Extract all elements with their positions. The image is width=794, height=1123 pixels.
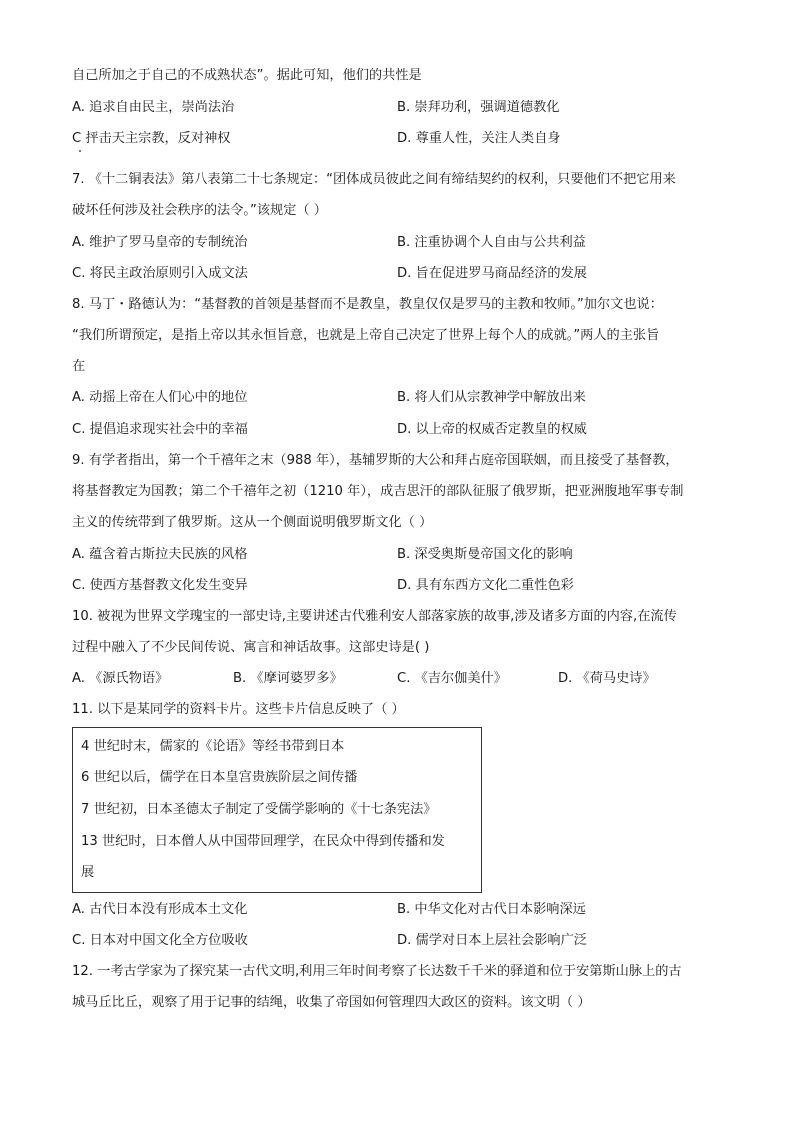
question-stem-line: 在 xyxy=(72,359,86,374)
option-d[interactable]: D. 儒学对日本上层社会影响广泛 xyxy=(397,933,587,948)
option-a[interactable]: A. 动摇上帝在人们心中的地位 xyxy=(72,390,248,405)
option-c[interactable]: C. 使西方基督教文化发生变异 xyxy=(72,578,248,593)
question-stem-line: 7. 《十二铜表法》第八表第二十七条规定：“团体成员彼此之间有缔结契约的权利，只要他们不把它用来 xyxy=(72,172,676,187)
info-card xyxy=(72,727,482,893)
option-a[interactable]: A. 古代日本没有形成本土文化 xyxy=(72,902,248,917)
question-stem-line: 城马丘比丘，观察了用于记事的结绳，收集了帝国如何管理四大政区的资料。该文明（ ） xyxy=(72,995,591,1010)
option-c[interactable]: C 抨击天主宗教，反对神权 xyxy=(72,131,231,146)
stray-mark xyxy=(79,150,81,152)
option-b[interactable]: B. 中华文化对古代日本影响深远 xyxy=(397,902,586,917)
card-line: 6 世纪以后，儒学在日本皇宫贵族阶层之间传播 xyxy=(81,770,358,785)
option-a[interactable]: A. 维护了罗马皇帝的专制统治 xyxy=(72,235,248,250)
option-d[interactable]: D. 以上帝的权威否定教皇的权威 xyxy=(397,422,587,437)
option-a[interactable]: A. 追求自由民主，崇尚法治 xyxy=(72,100,235,115)
question-stem-line: 8. 马丁・路德认为：“基督教的首领是基督而不是教皇，教皇仅仅是罗马的主教和牧师。”加尔文也说： xyxy=(72,297,663,312)
question-stem-line: 9. 有学者指出，第一个千禧年之末（988 年），基辅罗斯的大公和拜占庭帝国联姻，而且接受了基督教， xyxy=(72,453,679,468)
question-stem-line: 自己所加之于自己的不成熟状态”。据此可知，他们的共性是 xyxy=(72,68,422,83)
question-stem-line: 破坏任何涉及社会秩序的法令。”该规定（ ） xyxy=(72,203,327,218)
option-c[interactable]: C. 提倡追求现实社会中的幸福 xyxy=(72,422,248,437)
option-b[interactable]: B. 《摩诃婆罗多》 xyxy=(233,671,343,686)
option-a[interactable]: A. 《源氏物语》 xyxy=(72,671,169,686)
option-b[interactable]: B. 注重协调个人自由与公共利益 xyxy=(397,235,586,250)
option-a[interactable]: A. 蕴含着古斯拉夫民族的风格 xyxy=(72,547,248,562)
question-stem-line: 10. 被视为世界文学瑰宝的一部史诗,主要讲述古代雅利安人部落家族的故事,涉及诸多方面的内容,在流传 xyxy=(72,609,677,624)
question-stem-line: 将基督教定为国教；第二个千禧年之初（1210 年），成吉思汗的部队征服了俄罗斯，把亚洲腹地军事专制 xyxy=(72,484,684,499)
option-b[interactable]: B. 深受奥斯曼帝国文化的影响 xyxy=(397,547,573,562)
question-stem-line: 过程中融入了不少民间传说、寓言和神话故事。这部史诗是( ) xyxy=(72,640,430,655)
option-d[interactable]: D. 具有东西方文化二重性色彩 xyxy=(397,578,574,593)
option-d[interactable]: D. 旨在促进罗马商品经济的发展 xyxy=(397,266,587,281)
question-stem-line: 11. 以下是某同学的资料卡片。这些卡片信息反映了（ ） xyxy=(72,702,405,717)
option-c[interactable]: C. 日本对中国文化全方位吸收 xyxy=(72,933,248,948)
option-b[interactable]: B. 崇拜功利，强调道德教化 xyxy=(397,100,560,115)
option-b[interactable]: B. 将人们从宗教神学中解放出来 xyxy=(397,390,586,405)
card-line: 展 xyxy=(81,865,95,880)
card-line: 4 世纪时末，儒家的《论语》等经书带到日本 xyxy=(81,739,345,754)
option-d[interactable]: D. 尊重人性，关注人类自身 xyxy=(397,131,561,146)
option-d[interactable]: D. 《荷马史诗》 xyxy=(558,671,656,686)
question-stem-line: “我们所谓预定，是指上帝以其永恒旨意，也就是上帝自己决定了世界上每个人的成就。”两人的主张旨 xyxy=(72,328,660,343)
question-stem-line: 主义的传统带到了俄罗斯。这从一个侧面说明俄罗斯文化（ ） xyxy=(72,515,433,530)
card-line: 7 世纪初，日本圣德太子制定了受儒学影响的《十七条宪法》 xyxy=(81,802,437,817)
option-c[interactable]: C. 将民主政治原则引入成文法 xyxy=(72,266,248,281)
card-line: 13 世纪时，日本僧人从中国带回理学，在民众中得到传播和发 xyxy=(81,834,445,849)
question-stem-line: 12. 一考古学家为了探究某一古代文明,利用三年时间考察了长达数千千米的驿道和位于安第斯山脉上的古 xyxy=(72,964,682,979)
option-c[interactable]: C. 《吉尔伽美什》 xyxy=(397,671,507,686)
